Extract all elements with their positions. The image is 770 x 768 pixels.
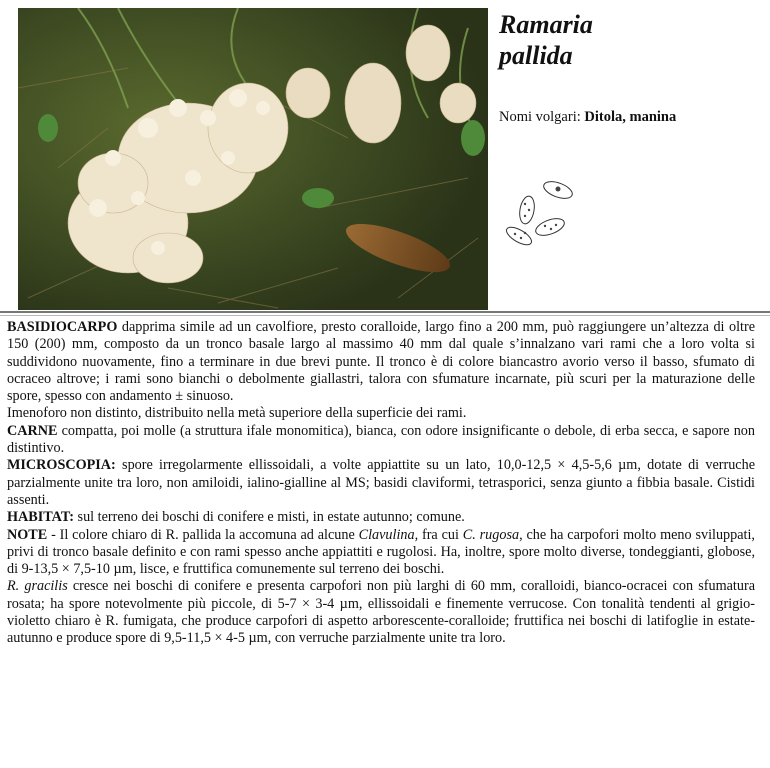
spore-drawing-icon bbox=[503, 176, 581, 254]
text-gracilis-italic: R. gracilis bbox=[7, 578, 68, 595]
section-basidiocarpo bbox=[7, 319, 755, 405]
section-gracilis bbox=[7, 578, 755, 647]
species-title bbox=[499, 9, 593, 71]
heading-habitat: HABITAT: bbox=[7, 509, 74, 526]
text-basidiocarpo: dapprima simile ad un cavolfiore, presto coralloide, largo fino a 200 mm, può raggiungere un’altezza di oltre 150 (200) mm, composto da un tronco basale largo al massimo 40 mm dal quale s’innalzano vari rami che a loro volta si suddividono nuovamente, fino a terminare in due brevi punte. Il tronco è di colore biancastro avorio verso il basso, sfumato di ocraceo altrove; i rami sono bianchi o debolmente giallastri, talora con sfumature incarnate, più scuri per la maturazione delle spore, spesso con andamento ± sinuoso. bbox=[7, 319, 755, 405]
species-name: pallida bbox=[499, 41, 573, 70]
text-note-italic-2: C. rugosa bbox=[462, 526, 520, 543]
text-imenoforo: Imenoforo non distinto, distribuito nella metà superiore della superficie dei rami. bbox=[7, 405, 467, 422]
section-carne bbox=[7, 423, 755, 458]
text-note-2: fra cui bbox=[418, 526, 463, 543]
heading-microscopia: MICROSCOPIA: bbox=[7, 457, 116, 474]
text-microscopia: spore irregolarmente ellissoidali, a volte appiattite su un lato, 10,0-12,5 × 4,5-5,6 µm, dotate di verruche parzialmente unite tra loro, non amiloidi, ialino-gialline al MS; basidi claviformi, tetrasporici, senza giunto a fibbia basale. Cistidi assenti. bbox=[7, 457, 755, 508]
genus-name: Ramaria bbox=[499, 10, 593, 39]
heading-note: NOTE bbox=[7, 526, 48, 543]
common-names-label: Nomi volgari: bbox=[499, 109, 581, 125]
heading-carne: CARNE bbox=[7, 422, 58, 439]
divider-top bbox=[0, 311, 770, 313]
common-names-value: Ditola, manina bbox=[584, 109, 677, 125]
text-note-italic-1: Clavulina, bbox=[358, 526, 419, 543]
divider-bottom bbox=[0, 315, 770, 316]
section-note bbox=[7, 527, 755, 579]
section-habitat bbox=[7, 509, 755, 526]
text-note-3: , che ha carpofori molto meno sviluppati, privi di tronco basale definito e con rami spesso anche appiattiti e rugolosi. Ha, inoltre, spore molto diverse, tondeggianti, globose, di 9-13,5 × 7,5-10 µm, lisce, e fruttifica comunemente sul terreno dei boschi. bbox=[7, 526, 755, 578]
text-carne: compatta, poi molle (a struttura ifale monomitica), bianca, con odore insignificante o debole, di erba secca, e sapore non distintivo. bbox=[7, 422, 755, 457]
heading-basidiocarpo: BASIDIOCARPO bbox=[7, 319, 118, 335]
text-habitat: sul terreno dei boschi di conifere e misti, in estate autunno; comune. bbox=[74, 509, 465, 526]
text-note-1: - Il colore chiaro di R. pallida la accomuna ad alcune bbox=[47, 526, 359, 543]
common-names bbox=[499, 109, 676, 126]
text-gracilis: cresce nei boschi di conifere e presenta carpofori non più larghi di 60 mm, coralloidi, bianco-ocracei con sfumatura rosata; ha spore notevolmente più piccole, di 5-7 × 3-4 µm, ellissoidali e finemente verrucose. Con tonalità tendenti al grigio-violetto chiaro è R. fumigata, che produce carpofori di aspetto arborescente-coralloide; fruttifica nei boschi di latifoglie in estate-autunno e produce spore di 9,5-11,5 × 4-5 µm, con verruche parzialmente unite tra loro. bbox=[7, 578, 755, 647]
section-microscopia bbox=[7, 457, 755, 509]
description bbox=[7, 319, 755, 648]
spore-drawing bbox=[503, 176, 581, 254]
mushroom-photo bbox=[18, 8, 488, 310]
mushroom-photo-icon bbox=[18, 8, 488, 310]
section-imenoforo bbox=[7, 405, 755, 422]
